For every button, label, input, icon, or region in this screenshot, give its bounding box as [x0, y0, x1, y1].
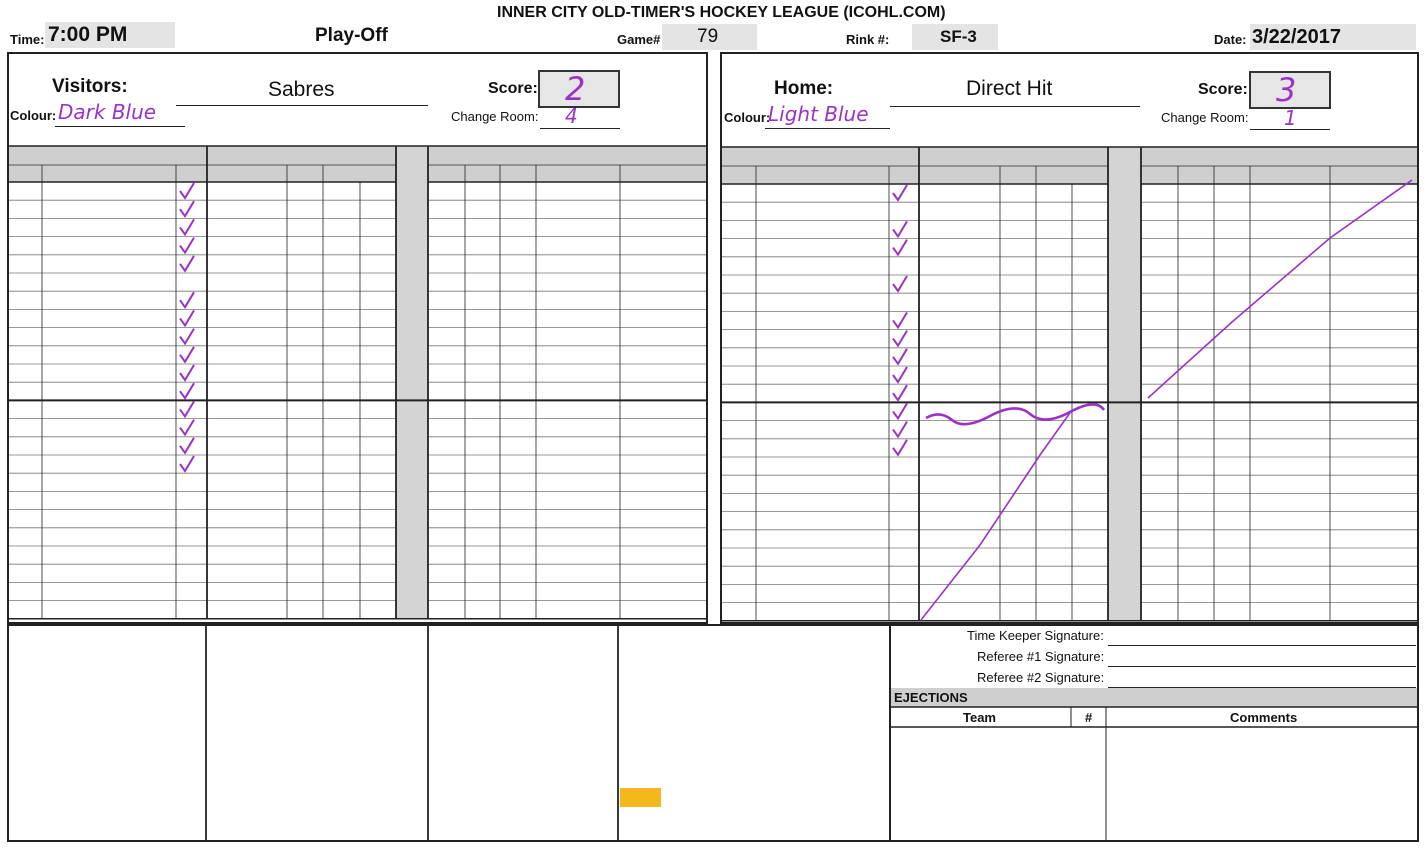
referee2-signature-label: Referee #2 Signature: [977, 670, 1105, 685]
rink-label: Rink #: [846, 32, 890, 47]
game-value: 79 [697, 26, 719, 47]
rink-value: SF-3 [940, 27, 977, 46]
visitors-change-room-value: 4 [565, 104, 578, 128]
visitors-colour-value: Dark Blue [58, 100, 157, 124]
league-title: INNER CITY OLD-TIMER'S HOCKEY LEAGUE (ICOHL.COM) [497, 4, 946, 21]
date-label: Date: [1214, 32, 1247, 47]
time-keeper-signature-label: Time Keeper Signature: [967, 628, 1104, 643]
ejections-team-header: Team [963, 710, 996, 725]
home-score-value: 3 [1276, 71, 1297, 109]
home-label: Home: [774, 78, 834, 99]
visitors-change-room-label: Change Room: [451, 109, 539, 124]
referee1-signature-label: Referee #1 Signature: [977, 649, 1105, 664]
time-keeper-signature-line[interactable] [1108, 645, 1416, 646]
visitors-score-label: Score: [488, 80, 538, 97]
date-value: 3/22/2017 [1252, 26, 1341, 48]
time-value: 7:00 PM [48, 23, 128, 46]
game-label: Game# [617, 32, 661, 47]
referee1-signature-line[interactable] [1108, 666, 1416, 667]
serving-suspension-swatch [620, 788, 661, 807]
visitors-colour-label: Colour: [10, 108, 57, 123]
visitors-label: Visitors: [52, 76, 128, 97]
ejections-title-band [891, 688, 1417, 707]
home-colour-value: Light Blue [768, 102, 869, 126]
ejections-number-header: # [1085, 710, 1093, 725]
home-colour-label: Colour: [724, 110, 771, 125]
ejections-comments-header: Comments [1230, 710, 1298, 725]
signature-ejection-panel [889, 624, 1419, 842]
home-change-room-value: 1 [1284, 106, 1297, 130]
visitors-team-name: Sabres [268, 78, 335, 101]
home-change-room-label: Change Room: [1161, 110, 1249, 125]
home-score-label: Score: [1198, 81, 1248, 98]
home-team-name: Direct Hit [966, 77, 1053, 100]
game-type: Play-Off [315, 25, 388, 46]
visitors-score-value: 2 [565, 70, 586, 108]
time-label: Time: [10, 32, 45, 47]
ejections-title: EJECTIONS [894, 690, 968, 705]
